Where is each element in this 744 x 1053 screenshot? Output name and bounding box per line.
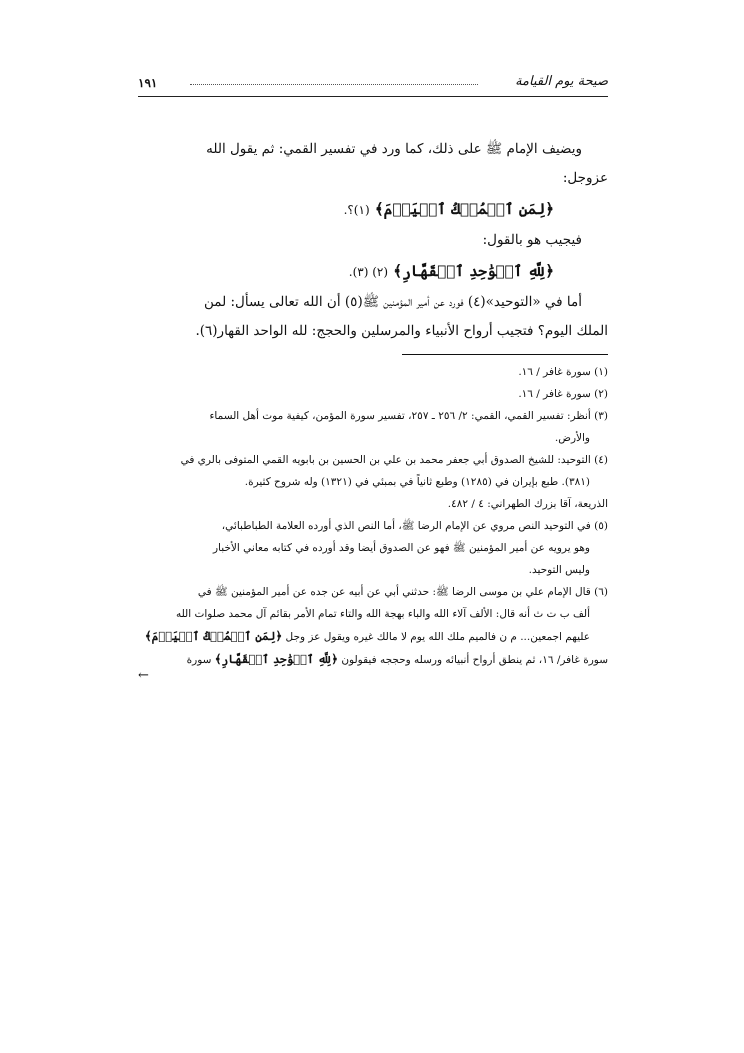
footnote-1: (١) سورة غافر / ١٦. [518,366,608,378]
footnote-3-line-2: والأرض. [554,432,590,444]
document-page [138,70,608,681]
footnote-6-line-4 [138,648,608,671]
verse-2-footnote-mark: (٢) (٣). [348,265,389,279]
running-header [138,70,608,97]
header-leader-dots [190,84,478,85]
paragraph-3-line-1: أما في «التوحيد»(٤) فورد عن أمير المؤمنين ﷺ(٥) أن الله تعالى يسأل: لمن [203,294,582,310]
footnote-3-line-1: (٣) أنظر: تفسير القمي، القمي: ٢/ ٢٥٦ ـ ٢٥٧، تفسير سورة المؤمن، كيفية موت أهل السماء [209,410,608,422]
footnote-4-line-3: الذريعة، آقا بزرك الطهراني: ٤ / ٤٨٢. [447,498,608,510]
footnote-5-line-3: وليس التوحيد. [528,564,590,576]
paragraph-1-line-1: ويضيف الإمام ﷺ على ذلك، كما ورد في تفسير القمي: ثم يقول الله [206,141,582,157]
paragraph-1-line-2: عزوجل: [562,170,608,186]
page-number: ١٩١ [138,76,158,90]
paragraph-2: فيجيب هو بالقول: [482,232,582,248]
footnote-6-line-3-text: عليهم اجمعين... م ن فالميم ملك الله يوم لا مالك غيره ويقول عز وجل [285,631,590,643]
verse-1-footnote-mark: (١)؟. [343,203,370,217]
footnote-6-verse-2: ﴿لِلَّهِ ٱلۡوَٰحِدِ ٱلۡقَهَّارِ﴾ [214,652,338,666]
footnotes [138,361,608,681]
footnote-6-line-4-text: سورة غافر/ ١٦، ثم ينطق أرواح أنبيائه ورسله وحججه فيقولون [341,654,608,666]
footnote-6-line-1: (٦) قال الإمام علي بن موسى الرضا ﷺ: حدثني أبي عن أبيه عن جده عن أمير المؤمنين ﷺ في [197,586,608,598]
footnote-6-verse-1: ﴿لِمَنِ ٱلۡمُلۡكُ ٱلۡيَوۡمَ﴾ [144,629,283,643]
quran-verse-2 [138,256,608,287]
footnote-6-line-3 [138,625,608,648]
footnote-5-line-1: (٥) في التوحيد النص مروي عن الإمام الرضا ﷺ، أما النص الذي أورده العلامة الطباطبائي، [221,520,608,532]
footnote-4-line-1: (٤) التوحيد: للشيخ الصدوق أبي جعفر محمد بن علي بن الحسين بن بابويه القمي المتوفى بالري في [180,454,608,466]
quran-verse-1 [138,194,608,225]
footnote-6-line-2: ألف ب ت ث أنه قال: الألف آلاء الله والباء بهجة الله والتاء تمام الأمر بقائم آل محمد صلوات الله [175,608,590,620]
footnote-5-line-2: وهو يرويه عن أمير المؤمنين ﷺ فهو عن الصدوق أيضا وقد أورده في كتابه معاني الأخبار [212,542,590,554]
footnote-6-line-4-end: سورة [186,654,212,666]
paragraph-3-line-2: الملك اليوم؟ فتجيب أرواح الأنبياء والمرسلين والحجج: لله الواحد القهار(٦). [195,323,608,339]
continue-arrow-icon: ← [138,668,149,683]
footnote-2: (٢) سورة غافر / ١٦. [518,388,608,400]
footnote-separator [402,354,608,355]
verse-2-text: ﴿لِلَّهِ ٱلۡوَٰحِدِ ٱلۡقَهَّارِ﴾ [393,262,554,280]
header-title: صيحة يوم القيامة [515,74,608,89]
main-text [138,135,608,346]
footnote-4-line-2: (٣٨١). طبع بإيران في (١٢٨٥) وطبع ثانياً في بمبئي في (١٣٢١) وله شروح كثيرة. [244,476,590,488]
verse-1-text: ﴿لِمَنِ ٱلۡمُلۡكُ ٱلۡيَوۡمَ﴾ [374,200,554,218]
